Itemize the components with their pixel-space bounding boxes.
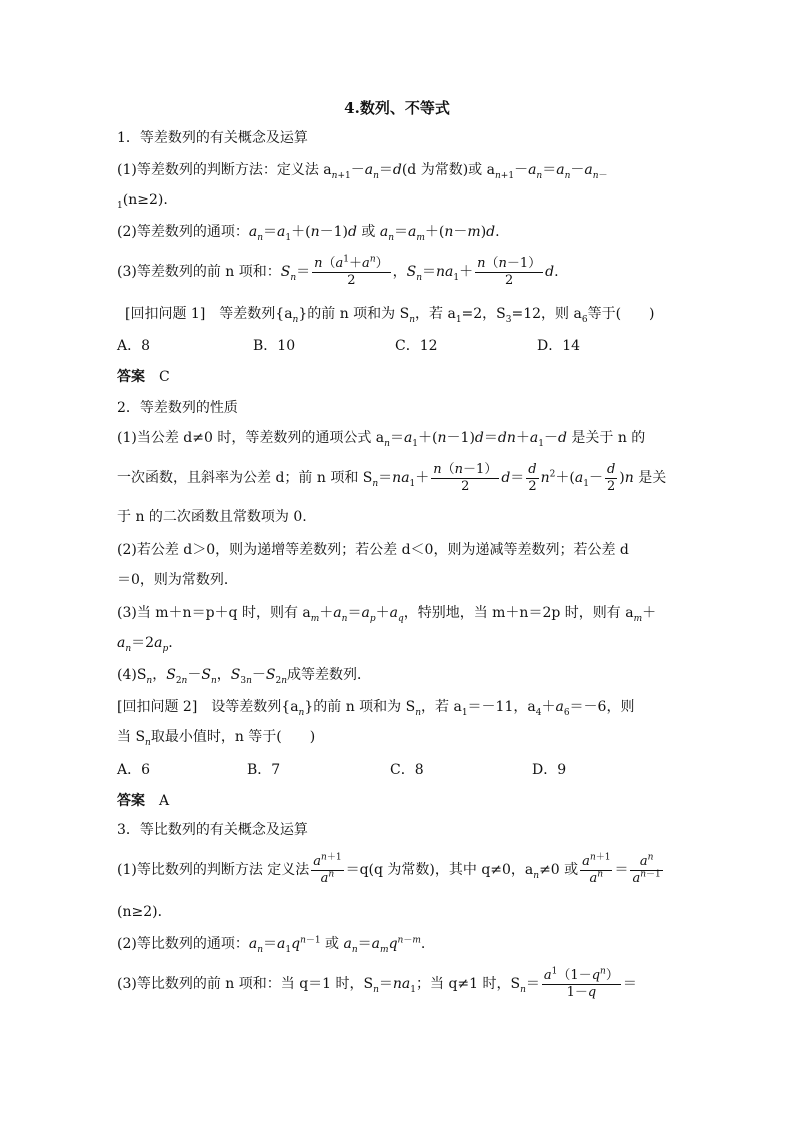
question-2-cont: 当 $S_n$取最小值时，n 等于( ) xyxy=(117,729,316,748)
sec3-line-3: (2)等比数列的通项：$a_n=a_1q^{n-1}$ 或 $a_n=a_mq^{n-m}$. xyxy=(117,935,426,955)
section-3-heading: 3．等比数列的有关概念及运算 xyxy=(117,822,308,838)
section-1-heading: 1．等差数列的有关概念及运算 xyxy=(117,130,308,146)
answer-2: 答案 A xyxy=(117,793,170,809)
sec1-line-2: (2)等差数列的通项：$a_n=a_1+(n-1)d$ 或 $a_n=a_m+(n-m)d$. xyxy=(117,224,500,243)
sec1-line-3: (3)等差数列的前 n 项和：$S_n=$ $\frac{n(a^1+a^n)}{2}$ ，$S_n=na_1+$ $\frac{n(n-1)}{2}$ d. xyxy=(117,254,559,288)
answer-1: 答案 C xyxy=(117,369,170,385)
sec2-line-5: ＝0，则为常数列． xyxy=(117,572,238,588)
option-b: B．7 xyxy=(247,762,281,778)
option-c: C．8 xyxy=(390,762,424,778)
sec1-line-1-cont: $_1$(n≥2). xyxy=(117,192,168,211)
sec2-line-6: (3)当 m＋n＝p＋q 时，则有 $a_m+a_n=a_p+a_q$，特别地，当 m＋n＝2p 时，则有 $a_m+$ xyxy=(117,605,657,624)
question-2: [回扣问题 2] 设等差数列$\{a_n\}$的前 n 项和为 $S_n$，若 $a_1=-11$，$a_4+a_6=-6$，则 xyxy=(117,699,635,718)
sec3-line-2: (n≥2)． xyxy=(117,904,172,920)
sec2-line-4: (2)若公差 d＞0，则为递增等差数列；若公差 d＜0，则为递减等差数列；若公差 d xyxy=(117,542,629,558)
section-2-heading: 2．等差数列的性质 xyxy=(117,400,238,416)
sec2-line-2: 一次函数，且斜率为公差 d；前 n 项和 $S_n=na_1+$ $\frac{n(n-1)}{2}$ d＝ $\frac{d}{2}$ $n^2+(a_1-$ $\frac{d}{2}$ )n 是关 xyxy=(117,461,667,494)
sec3-line-4: (3)等比数列的前 n 项和：当 q＝1 时，$S_n=na_1$；当 q≠1 时，$S_n=$ $\frac{a^1(1-q^n)}{1-q}$ ＝ xyxy=(117,966,637,1000)
question-1: [回扣问题 1] 等差数列$\{a_n\}$的前 n 项和为 $S_n$，若 $a_1=2$，$S_3=12$，则 $a_6$等于( ) xyxy=(125,306,655,325)
option-b: B．10 xyxy=(253,338,296,354)
option-a: A．8 xyxy=(117,338,151,354)
question-2-label: [回扣问题 2] xyxy=(117,699,198,715)
question-1-label: [回扣问题 1] xyxy=(125,306,206,322)
sec2-line-3: 于 n 的二次函数且常数项为 0. xyxy=(117,509,307,525)
sec2-line-8: $(4)S_n$，$S_{2n}-S_n$，$S_{3n}-S_{2n}$成等差数列． xyxy=(117,667,371,686)
sec3-line-1: (1)等比数列的判断方法 定义法 $\frac{a^{n+1}}{a^n}$ ＝q(q 为常数)，其中 q≠0，$a_n\ne 0$ 或 $\frac{a^{n+1}}{a^n}$ ＝ $\frac{a^n}{a^{n-1}}$ xyxy=(117,852,661,886)
option-d: D．14 xyxy=(537,338,581,354)
page-title: 4.数列、不等式 xyxy=(344,99,450,117)
option-d: D．9 xyxy=(532,762,567,778)
sec1-line-1: (1)等差数列的判断方法：定义法 $a_{n+1}-a_n=d(d$ 为常数)或 $a_{n+1}-a_n=a_n-a_{n-}$ xyxy=(117,162,608,181)
sec2-line-1: (1)当公差 d≠0 时，等差数列的通项公式 $a_n=a_1+(n-1)d=dn+a_1-d$ 是关于 n 的 xyxy=(117,430,646,449)
sec2-line-7: $a_n=2a_p$. xyxy=(117,635,173,654)
option-c: C．12 xyxy=(395,338,438,354)
option-a: A．6 xyxy=(117,762,151,778)
